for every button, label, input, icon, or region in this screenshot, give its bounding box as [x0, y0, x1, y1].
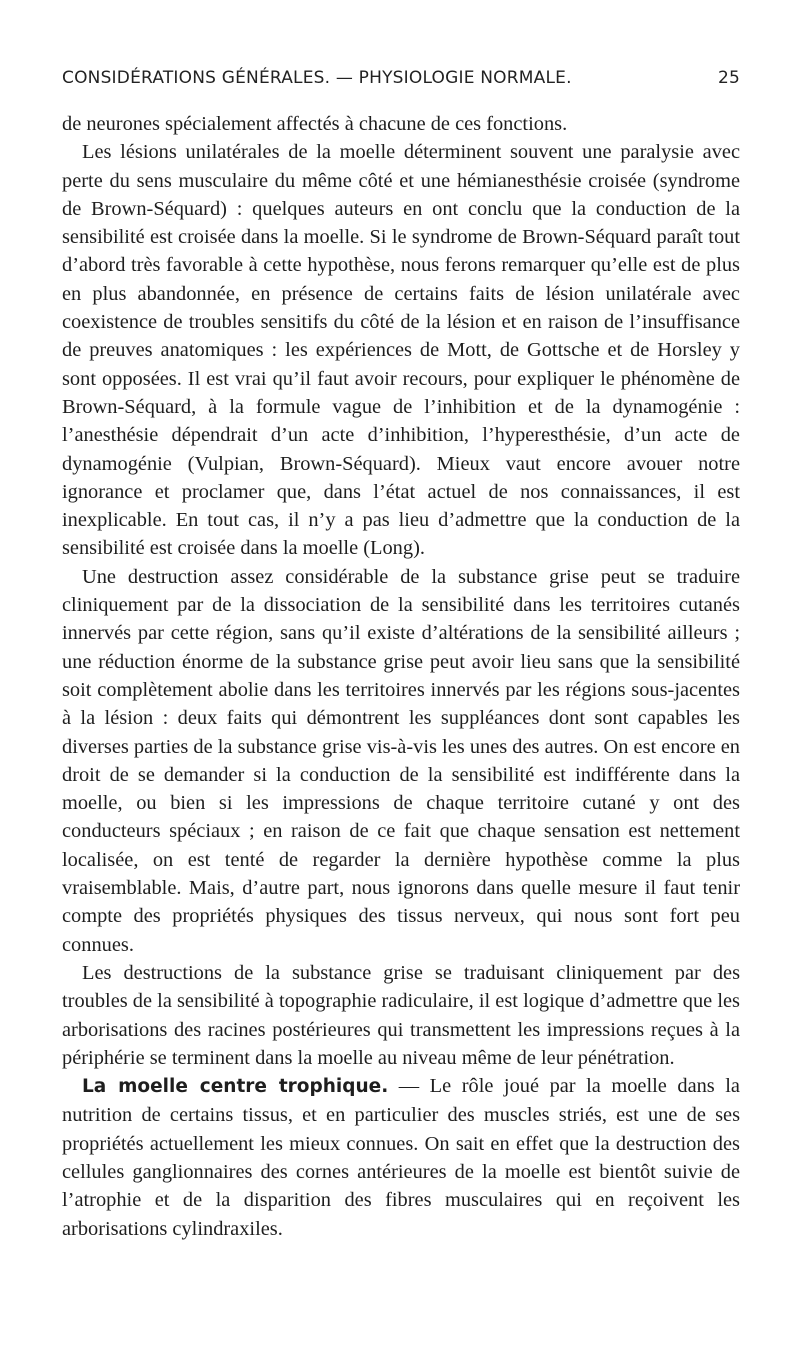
paragraph-continuation: de neurones spécialement affectés à chacune de ces fonctions.: [62, 113, 568, 135]
book-page: [62, 68, 740, 1243]
paragraph-moelle-trophique: [62, 1072, 740, 1243]
running-header-title: CONSIDÉRATIONS GÉNÉRALES. — PHYSIOLOGIE NORMALE.: [62, 68, 572, 88]
section-text: — Le rôle joué par la moelle dans la nutrition de certains tissus, et en particulier des muscles striés, est une de ses propriétés actuellement les mieux connues. On sait en effet que la destruction des cellules ganglionnaires des cornes antérieures de la moelle est bientôt suivie de l’atrophie et de la disparition des fibres musculaires qui en reçoivent les arborisations cylindraxiles.: [62, 1075, 740, 1240]
running-header: [62, 68, 740, 94]
body-text: [62, 110, 740, 1243]
paragraph-destructions: Les destructions de la substance grise se traduisant cliniquement par des troubles de la sensibilité à topographie radiculaire, il est logique d’admettre que les arborisations des racines postérieures qui transmettent les impressions reçues à la périphérie se terminent dans la moelle au niveau même de leur pénétration.: [62, 961, 740, 1069]
paragraph-brown-sequard: Les lésions unilatérales de la moelle déterminent souvent une paralysie avec perte du sens musculaire du même côté et une hémianesthésie croisée (syndrome de Brown-Séquard) : quelques auteurs en ont conclu que la conduction de la sensibilité est croisée dans la moelle. Si le syndrome de Brown-Séquard paraît tout d’abord très favorable à cette hypothèse, nous ferons remarquer qu’elle est de plus en plus abandonnée, en présence de certains faits de lésion unilatérale avec coexistence de troubles sensitifs du côté de la lésion et en raison de l’insuffisance de preuves anatomiques : les expériences de Mott, de Gottsche et de Horsley y sont opposées. Il est vrai qu’il faut avoir recours, pour expliquer le phénomène de Brown-Séquard, à la formule vague de l’inhibition et de la dynamogénie : l’anesthésie dépendrait d’un acte d’inhibition, l’hyperesthésie, d’un acte de dynamogénie (Vulpian, Brown-Séquard). Mieux vaut encore avouer notre ignorance et proclamer que, dans l’état actuel de nos connaissances, il est inexplicable. En tout cas, il n’y a pas lieu d’admettre que la conduction de la sensibilité est croisée dans la moelle (Long).: [62, 141, 740, 560]
page-number: 25: [717, 68, 740, 88]
section-heading: La moelle centre trophique.: [82, 1076, 389, 1098]
paragraph-substance-grise: Une destruction assez considérable de la substance grise peut se traduire cliniquement par de la dissociation de la sensibilité dans les territoires cutanés innervés par cette région, sans qu’il existe d’altérations de la sensibilité ailleurs ; une réduction énorme de la substance grise peut avoir lieu sans que la sensibilité soit complètement abolie dans les territoires innervés par les régions sous-jacentes à la lésion : deux faits qui démontrent les suppléances dont sont capables les diverses parties de la substance grise vis-à-vis les unes des autres. On est encore en droit de se demander si la conduction de la sensibilité est indifférente dans la moelle, ou bien si les impressions de chaque territoire cutané y ont des conducteurs spéciaux ; en raison de ce fait que chaque sensation est nettement localisée, on est tenté de regarder la dernière hypothèse comme la plus vraisemblable. Mais, d’autre part, nous ignorons dans quelle mesure il faut tenir compte des propriétés physiques des tissus nerveux, qui nous sont fort peu connues.: [62, 565, 740, 956]
